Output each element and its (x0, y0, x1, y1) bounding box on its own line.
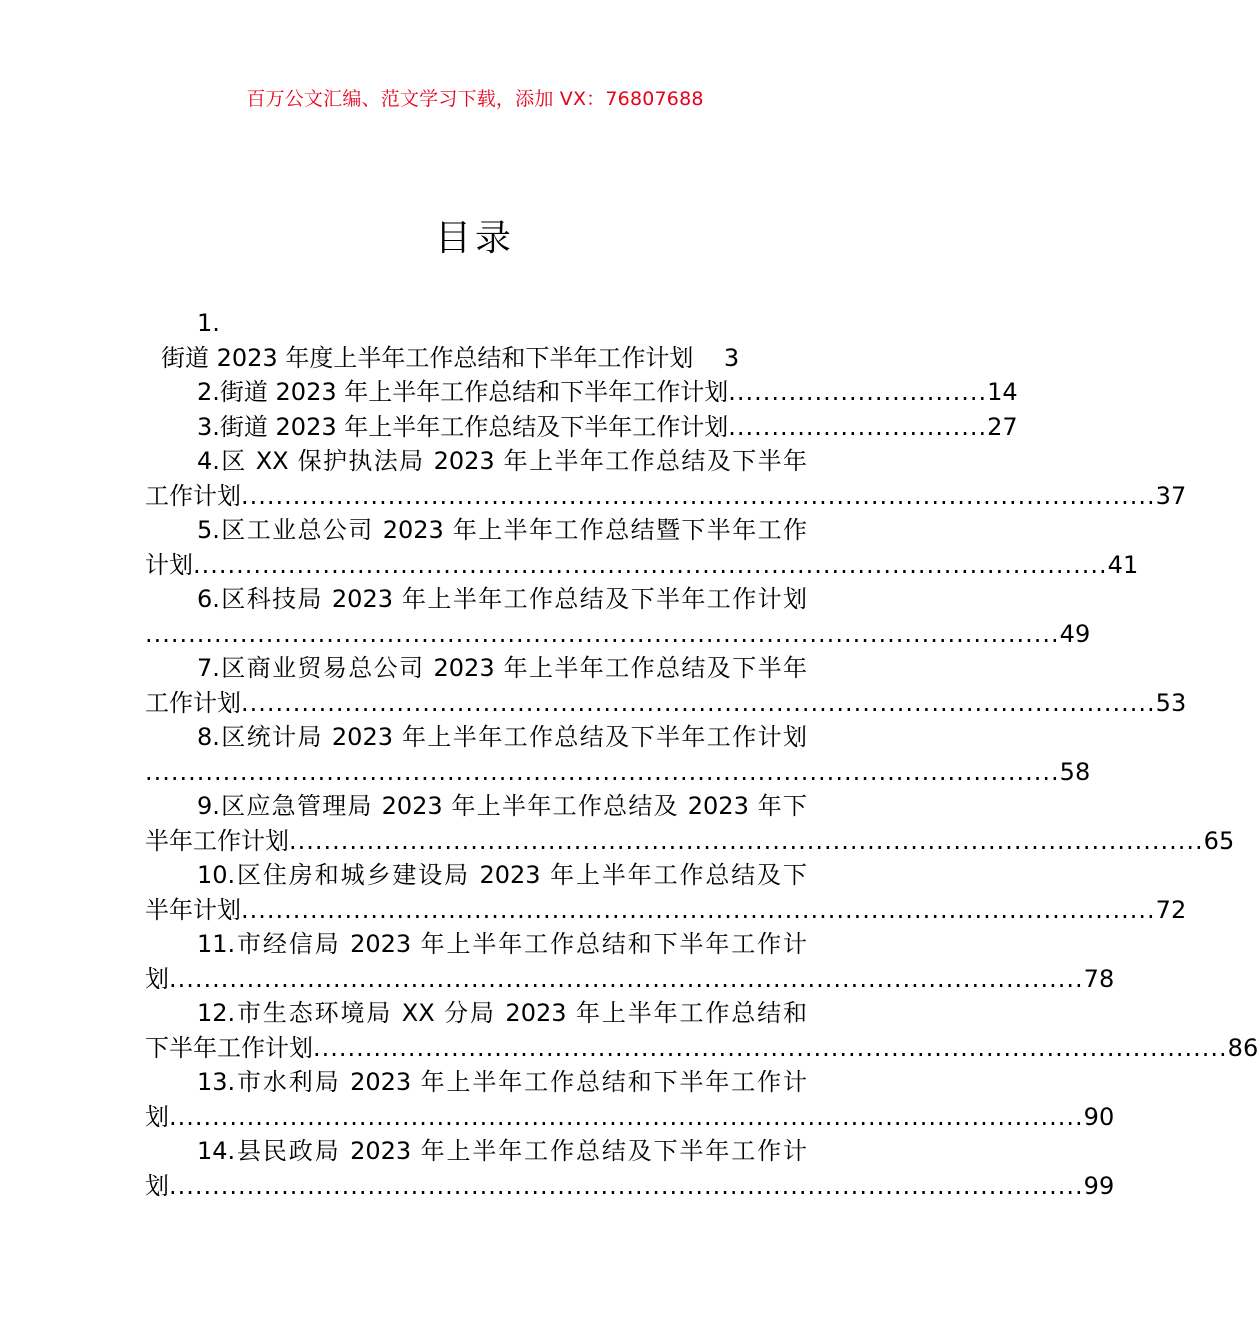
toc-entry-text: 13.市水利局 2023 年上半年工作总结和下半年工作计 (197, 1068, 807, 1096)
toc-entry-page: 14 (987, 378, 1018, 406)
toc-entry-page: 86 (1227, 1033, 1258, 1062)
toc-entry-page: 90 (1083, 1102, 1115, 1131)
toc-entry-text: 7.区商业贸易总公司 2023 年上半年工作总结及下半年 (197, 654, 807, 682)
toc-entry-1[interactable] (145, 341, 807, 376)
toc-entry-text: 9.区应急管理局 2023 年上半年工作总结及 2023 年下 (197, 792, 807, 820)
toc-entry-text: 2.街道 2023 年上半年工作总结和下半年工作计划 (197, 378, 729, 406)
toc-entry-2[interactable]: 2.街道 2023 年上半年工作总结和下半年工作计划 .............................. 14 (145, 375, 807, 410)
toc-entry-text-cont: 半年计划 (145, 895, 241, 924)
toc-entry-text: 10.区住房和城乡建设局 2023 年上半年工作总结及下 (197, 861, 807, 889)
toc-entry-text: 8.区统计局 2023 年上半年工作总结及下半年工作计划 (197, 723, 807, 751)
toc-entry-text-cont: 划 (145, 964, 169, 993)
toc-entry-8[interactable]: 8.区统计局 2023 年上半年工作总结及下半年工作计划 .......................................................................................................... 58 (145, 720, 807, 789)
toc-entry-text-cont: 划 (145, 1102, 169, 1131)
toc-entry-text: 11.市经信局 2023 年上半年工作总结和下半年工作计 (197, 930, 807, 958)
toc-entry-4[interactable]: 4.区 XX 保护执法局 2023 年上半年工作总结及下半年 工作计划 .......................................................................................................... 37 (145, 444, 807, 513)
toc-entry-page: 41 (1107, 550, 1139, 579)
toc-entry-page: 72 (1155, 895, 1187, 924)
toc-entry-14[interactable]: 14.县民政局 2023 年上半年工作总结及下半年工作计 划 .......................................................................................................... 99 (145, 1134, 807, 1203)
toc-entry-10[interactable]: 10.区住房和城乡建设局 2023 年上半年工作总结及下 半年计划 .......................................................................................................... 72 (145, 858, 807, 927)
toc-entry-page: 65 (1203, 826, 1235, 855)
toc-entry-page: 99 (1083, 1171, 1115, 1200)
header-notice: 百万公文汇编、范文学习下载，添加 VX：76807688 (246, 88, 704, 110)
toc-entry-page: 37 (1155, 481, 1187, 510)
toc-entry-text: 4.区 XX 保护执法局 2023 年上半年工作总结及下半年 (197, 447, 807, 475)
toc-entry-page: 3 (723, 343, 740, 372)
toc-entry-7[interactable]: 7.区商业贸易总公司 2023 年上半年工作总结及下半年 工作计划 .......................................................................................................... 53 (145, 651, 807, 720)
toc-entry-text: 14.县民政局 2023 年上半年工作总结及下半年工作计 (197, 1137, 807, 1165)
page-title: 目录 (434, 218, 515, 259)
toc-entry-3[interactable]: 3.街道 2023 年上半年工作总结及下半年工作计划 .............................. 27 (145, 410, 807, 445)
toc-entry-12[interactable]: 12.市生态环境局 XX 分局 2023 年上半年工作总结和 下半年工作计划 .......................................................................................................... 86 (145, 996, 807, 1065)
toc-entry-text-cont: 半年工作计划 (145, 826, 289, 855)
toc-entry-13[interactable]: 13.市水利局 2023 年上半年工作总结和下半年工作计 划 .......................................................................................................... 90 (145, 1065, 807, 1134)
toc-entry-text-cont: 下半年工作计划 (145, 1033, 313, 1062)
toc-entry-text-cont: 划 (145, 1171, 169, 1200)
toc-entry-page: 27 (987, 412, 1018, 441)
toc-entry-page: 53 (1155, 688, 1187, 717)
toc-entry-page: 78 (1083, 964, 1115, 993)
toc-entry-text-cont: 工作计划 (145, 688, 241, 717)
toc-entry-11[interactable]: 11.市经信局 2023 年上半年工作总结和下半年工作计 划 .......................................................................................................... 78 (145, 927, 807, 996)
toc-entry-page: 58 (1059, 757, 1091, 786)
toc-entry-text: 街道 2023 年度上半年工作总结和下半年工作计划 (161, 343, 694, 372)
toc-entry-text-cont: 计划 (145, 550, 193, 579)
toc-entry-text: 5.区工业总公司 2023 年上半年工作总结暨下半年工作 (197, 516, 807, 544)
toc-entry-9[interactable]: 9.区应急管理局 2023 年上半年工作总结及 2023 年下 半年工作计划 .......................................................................................................... 65 (145, 789, 807, 858)
toc-entry-page: 49 (1059, 619, 1091, 648)
toc-entry-text: 3.街道 2023 年上半年工作总结及下半年工作计划 (197, 412, 729, 441)
toc-entry-6[interactable]: 6.区科技局 2023 年上半年工作总结及下半年工作计划 .......................................................................................................... 49 (145, 582, 807, 651)
toc-entry-text: 6.区科技局 2023 年上半年工作总结及下半年工作计划 (197, 585, 807, 613)
toc-entry-5[interactable]: 5.区工业总公司 2023 年上半年工作总结暨下半年工作 计划 .......................................................................................................... 41 (145, 513, 807, 582)
table-of-contents (145, 306, 1258, 1203)
toc-entry-text: 12.市生态环境局 XX 分局 2023 年上半年工作总结和 (197, 999, 807, 1027)
toc-entry-text-cont: 工作计划 (145, 481, 241, 510)
toc-entry-1-number[interactable]: 1. (197, 309, 220, 337)
